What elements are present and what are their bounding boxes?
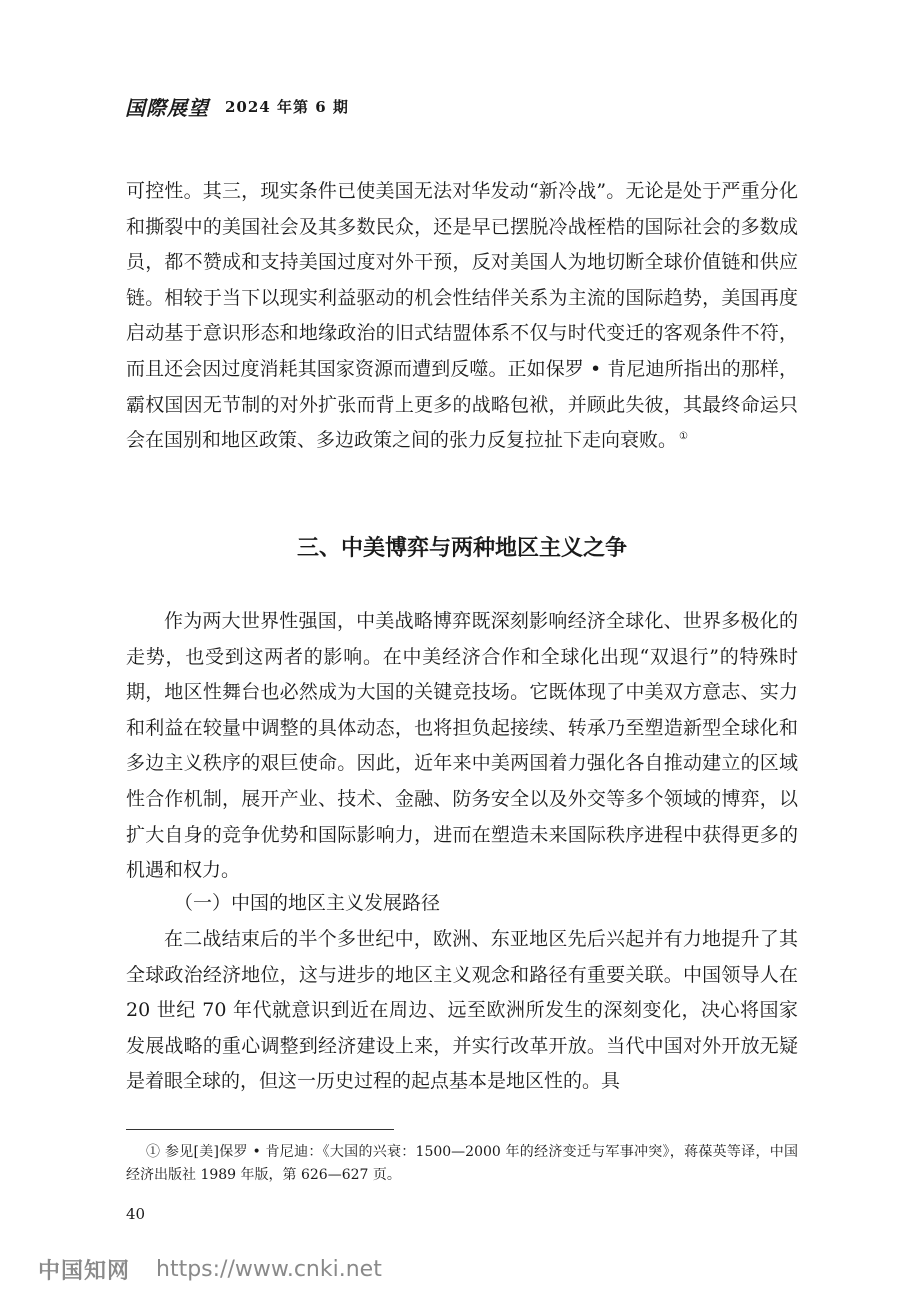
running-header [125,91,349,121]
footnote-divider [126,1129,394,1130]
footnote: ① 参见[美]保罗 • 肯尼迪：《大国的兴衰：1500—2000 年的经济变迁与军事冲突》，蒋葆英等译，中国经济出版社 1989 年版，第 626—627 页。 [126,1144,798,1183]
section-heading: 三、中美博弈与两种地区主义之争 [296,536,627,561]
footnote-reference[interactable]: ① [679,430,688,442]
subsection-heading: （一）中国的地区主义发展路径 [174,892,441,914]
paragraph-3: 在二战结束后的半个多世纪中，欧洲、东亚地区先后兴起并有力地提升了其全球政治经济地位，这与进步的地区主义观念和路径有重要关联。中国领导人在 20 世纪 70 年代就意识到近在周边、远至欧洲所发生的深刻变化，决心将国家发展战略的重心调整到经济建设上来，并实行改革开放。当代中国对外开放无疑是着眼全球的，但这一历史过程的起点基本是地区性的。具 [126,928,798,1093]
watermark-url: https://www.cnki.net [156,1257,382,1282]
paragraph-2: 作为两大世界性强国，中美战略博弈既深刻影响经济全球化、世界多极化的走势，也受到这两者的影响。在中美经济合作和全球化出现“双退行”的特殊时期，地区性舞台也必然成为大国的关键竞技场。它既体现了中美双方意志、实力和利益在较量中调整的具体动态，也将担负起接续、转承乃至塑造新型全球化和多边主义秩序的艰巨使命。因此，近年来中美两国着力强化各自推动建立的区域性合作机制，展开产业、技术、金融、防务安全以及外交等多个领域的博弈，以扩大自身的竞争优势和国际影响力，进而在塑造未来国际秩序进程中获得更多的机遇和权力。 [126,610,798,882]
issue-label: 2024 年第 6 期 [225,97,349,116]
paragraph-continued [126,174,798,459]
cnki-logo: 中国知网 [38,1259,131,1284]
journal-name: 国際展望 [125,95,209,120]
page-number: 40 [126,1205,146,1223]
paragraph-1-text: 可控性。其三，现实条件已使美国无法对华发动“新冷战”。无论是处于严重分化和撕裂中的美国社会及其多数民众，还是早已摆脱冷战桎梏的国际社会的多数成员，都不赞成和支持美国过度对外干预，反对美国人为地切断全球价值链和供应链。相较于当下以现实利益驱动的机会性结伴关系为主流的国际趋势，美国再度启动基于意识形态和地缘政治的旧式结盟体系不仅与时代变迁的客观条件不符，而且还会因过度消耗其国家资源而遭到反噬。正如保罗 • 肯尼迪所指出的那样，霸权国因无节制的对外扩张而背上更多的战略包袱，并顾此失彼，其最终命运只会在国别和地区政策、多边政策之间的张力反复拉扯下走向衰败。 [126,180,798,452]
watermark [38,1254,382,1285]
